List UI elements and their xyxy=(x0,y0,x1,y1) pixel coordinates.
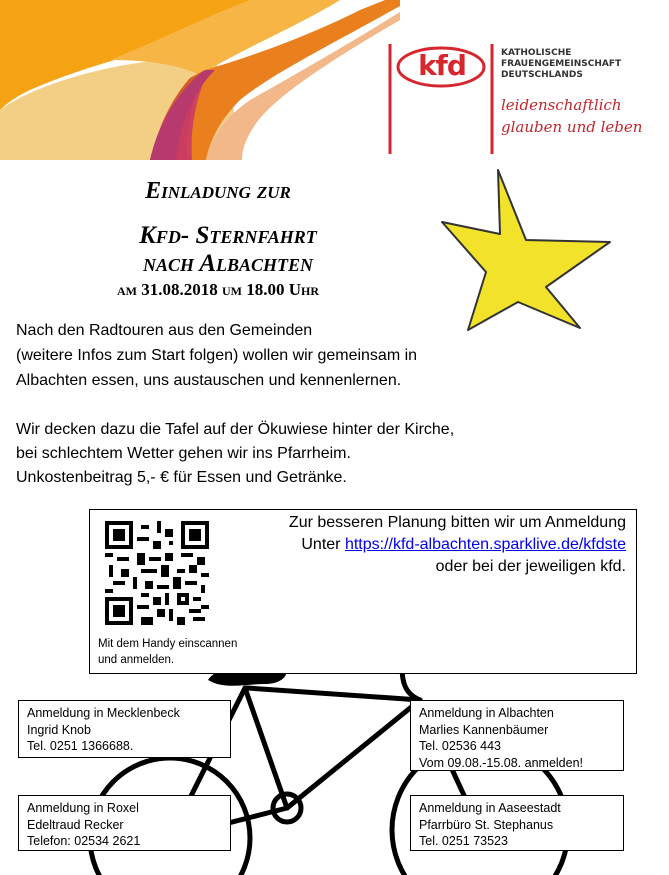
link-prefix: Unter xyxy=(301,536,345,553)
event-date: am 31.08.2018 um 18.00 Uhr xyxy=(116,280,319,299)
heading-line-1: Einladung zur xyxy=(145,178,291,204)
contact-title: Anmeldung in Aaseestadt xyxy=(419,801,561,815)
contact-title: Anmeldung in Albachten xyxy=(419,706,554,720)
registration-text: oder bei der jeweiligen kfd. xyxy=(435,558,626,575)
contact-box-aaseestadt xyxy=(410,795,624,851)
contact-title: Anmeldung in Mecklenbeck xyxy=(27,706,180,720)
slogan-line: leidenschaftlich xyxy=(501,96,622,114)
contact-phone: Tel. 0251 73523 xyxy=(419,834,508,848)
body-line: Unkostenbeitrag 5,- € für Essen und Getränke. xyxy=(16,469,347,486)
body-line: Nach den Radtouren aus den Gemeinden xyxy=(16,322,313,339)
contact-phone: Telefon: 02534 2621 xyxy=(27,834,141,848)
contact-box-mecklenbeck xyxy=(18,700,231,758)
registration-text: Zur besseren Planung bitten wir um Anmeldung xyxy=(288,514,626,531)
scan-hint: und anmelden. xyxy=(98,654,175,666)
org-name-line: KATHOLISCHE xyxy=(501,48,572,58)
contact-note: Vom 09.08.-15.08. anmelden! xyxy=(419,755,584,770)
registration-box xyxy=(89,509,637,674)
body-line: Wir decken dazu die Tafel auf der Ökuwiese hinter der Kirche, xyxy=(16,421,455,438)
contact-phone: Tel. 02536 443 xyxy=(419,739,502,753)
heading-line-3: nach Albachten xyxy=(142,250,314,277)
org-name-line: FRAUENGEMEINSCHAFT xyxy=(501,59,622,69)
contact-name: Marlies Kannenbäumer xyxy=(419,722,549,737)
qr-code[interactable] xyxy=(105,521,209,625)
contact-name: Edeltraud Recker xyxy=(27,817,124,832)
contact-name: Ingrid Knob xyxy=(27,722,91,737)
contact-box-albachten xyxy=(410,700,624,771)
body-line: (weitere Infos zum Start folgen) wollen wir gemeinsam in xyxy=(16,347,418,364)
heading-line-2: Kfd- Sternfahrt xyxy=(139,222,317,249)
slogan-line: glauben und leben xyxy=(501,118,643,136)
body-line: bei schlechtem Wetter gehen wir ins Pfarrheim. xyxy=(16,445,351,462)
contact-box-roxel xyxy=(18,795,231,851)
org-name-line: DEUTSCHLANDS xyxy=(501,70,583,80)
contact-title: Anmeldung in Roxel xyxy=(27,801,139,815)
registration-link-line xyxy=(301,536,626,554)
contact-name: Pfarrbüro St. Stephanus xyxy=(419,817,554,832)
contact-phone: Tel. 0251 1366688. xyxy=(27,739,134,753)
logo-mark: kfd xyxy=(418,49,466,82)
scan-hint: Mit dem Handy einscannen xyxy=(98,638,238,650)
registration-link[interactable]: https://kfd-albachten.sparklive.de/kfdste xyxy=(344,536,626,553)
body-line: Albachten essen, uns austauschen und kennenlernen. xyxy=(16,372,402,389)
